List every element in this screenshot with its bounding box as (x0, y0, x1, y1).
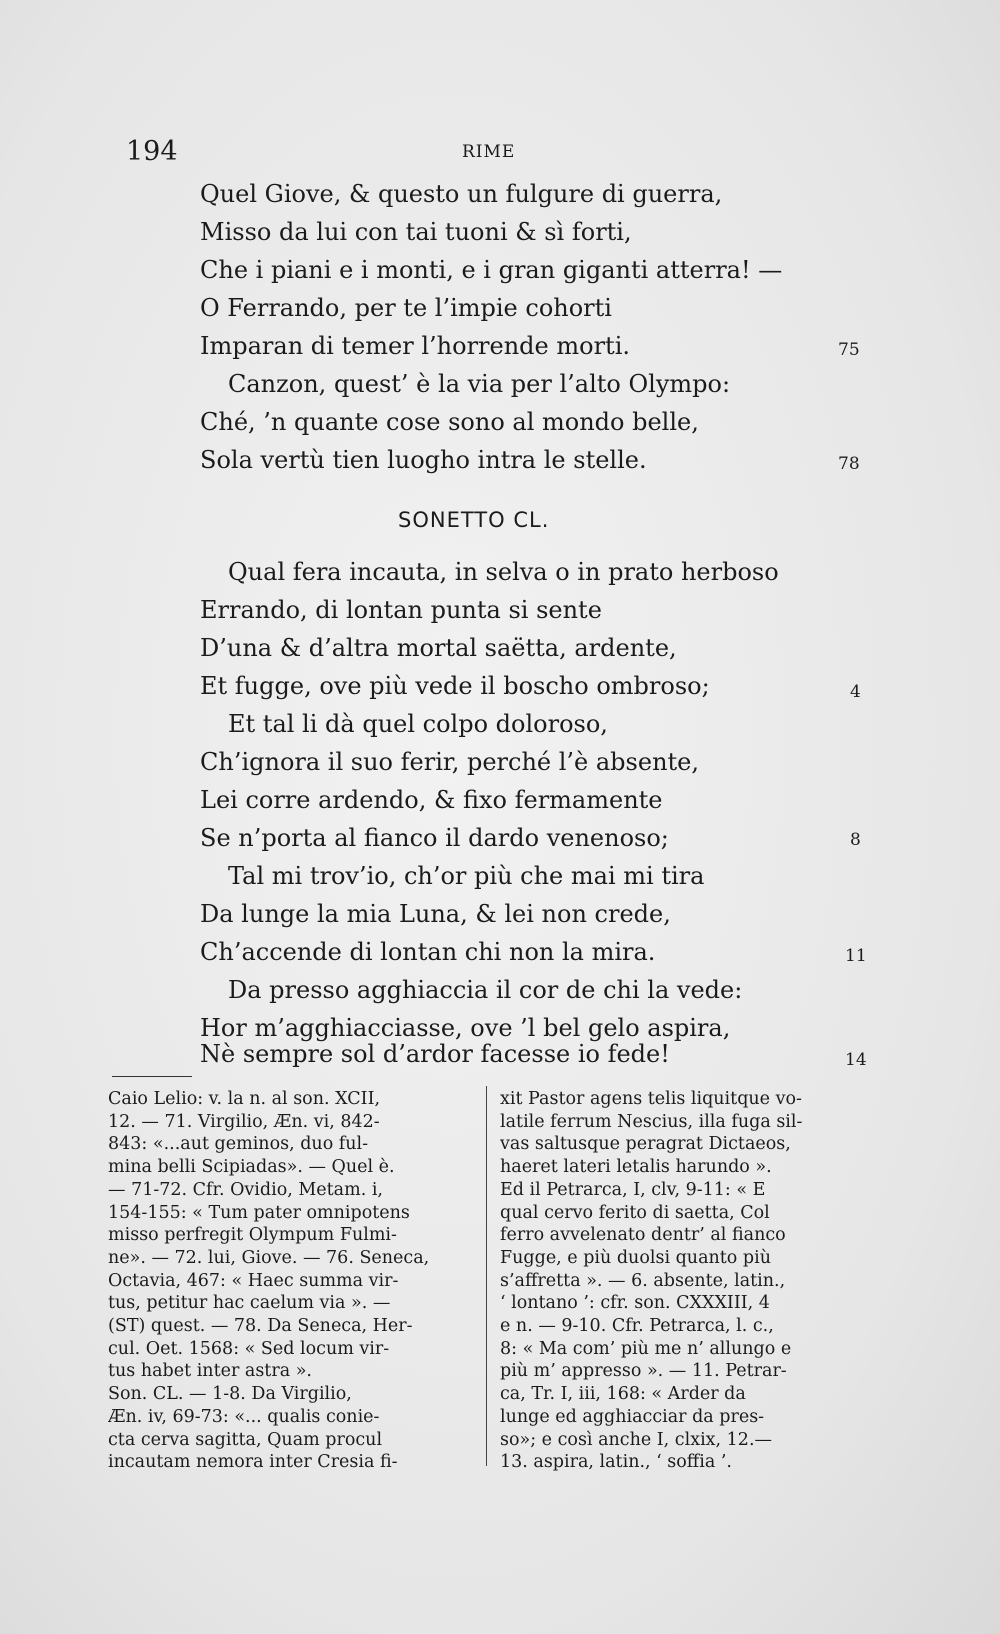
note-line: più m’ appresso ». — 11. Petrar- (500, 1361, 787, 1382)
note-line: cta cerva sagitta, Quam procul (108, 1429, 383, 1450)
verse-line: Ch’ignora il suo ferir, perché l’è absente, (200, 748, 699, 776)
note-line: (ST) quest. — 78. Da Seneca, Her- (108, 1316, 413, 1337)
verse-line: Qual fera incauta, in selva o in prato herboso (228, 558, 779, 586)
verse-line: Canzon, quest’ è la via per l’alto Olympo: (228, 370, 731, 398)
verse-line: Da lunge la mia Luna, & lei non crede, (200, 900, 671, 928)
note-line: Ed il Petrarca, I, clv, 9-11: « E (500, 1179, 766, 1200)
verse-line: Sola vertù tien luogho intra le stelle. (200, 446, 647, 474)
verse-line: O Ferrando, per te l’impie cohorti (200, 294, 612, 322)
note-line: ‘ lontano ’: cfr. son. CXXXIII, 4 (500, 1293, 770, 1314)
page-number: 194 (126, 136, 178, 167)
verse-line: Misso da lui con tai tuoni & sì forti, (200, 218, 632, 246)
note-line: xit Pastor agens telis liquitque vo- (500, 1089, 802, 1109)
note-line: ne». — 72. lui, Giove. — 76. Seneca, (108, 1247, 430, 1268)
note-line: 843: «...aut geminos, duo ful- (108, 1134, 369, 1155)
verse-line: Hor m’agghiacciasse, ove ’l bel gelo aspira, (200, 1014, 731, 1042)
line-number: 75 (838, 340, 860, 360)
footnote-rule (112, 1076, 192, 1077)
note-line: Caio Lelio: v. la n. al son. XCII, (108, 1089, 381, 1109)
column-divider (486, 1086, 487, 1466)
note-line: qual cervo ferito di saetta, Col (500, 1202, 770, 1223)
note-line: tus, petitur hac caelum via ». — (108, 1293, 391, 1314)
note-line: 154-155: « Tum pater omnipotens (108, 1202, 410, 1223)
note-line: 8: « Ma com’ più me n’ allungo e (500, 1338, 792, 1359)
page-header (126, 136, 866, 176)
line-number: 4 (850, 682, 861, 702)
running-head: RIME (462, 142, 516, 162)
note-line: Fugge, e più duolsi quanto più (500, 1247, 771, 1268)
note-line: vas saltusque peragrat Dictaeos, (500, 1134, 791, 1155)
verse-line: Et fugge, ove più vede il boscho ombroso; (200, 672, 710, 700)
note-line: Son. CL. — 1-8. Da Virgilio, (108, 1384, 352, 1405)
note-line: Octavia, 467: « Haec summa vir- (108, 1270, 399, 1291)
verse-line: Che i piani e i monti, e i gran giganti atterra! — (200, 256, 783, 284)
note-line: 12. — 71. Virgilio, Æn. vi, 842- (108, 1111, 380, 1132)
verse-line: Errando, di lontan punta si sente (200, 596, 602, 624)
verse-line: Imparan di temer l’horrende morti. (200, 332, 630, 360)
note-line: Æn. iv, 69-73: «... qualis conie- (108, 1406, 380, 1427)
notes-left-column (108, 1088, 472, 1474)
note-line: s’affretta ». — 6. absente, latin., (500, 1270, 786, 1291)
note-line: ferro avvelenato dentr’ al fianco (500, 1225, 786, 1246)
sonnet-title: SONETTO CL. (398, 508, 550, 532)
note-line: cul. Oet. 1568: « Sed locum vir- (108, 1338, 390, 1359)
note-line: so»; e così anche I, clxix, 12.— (500, 1429, 773, 1450)
line-number: 78 (838, 454, 860, 474)
note-line: — 71-72. Cfr. Ovidio, Metam. i, (108, 1179, 383, 1200)
note-line: ca, Tr. I, iii, 168: « Arder da (500, 1384, 746, 1405)
note-line: lunge ed agghiacciar da pres- (500, 1406, 765, 1427)
verse-line: Quel Giove, & questo un fulgure di guerra, (200, 180, 723, 208)
note-line: latile ferrum Nescius, illa fuga sil- (500, 1111, 803, 1132)
verse-line: Da presso agghiaccia il cor de chi la vede: (228, 976, 743, 1004)
note-line: misso perfregit Olympum Fulmi- (108, 1225, 397, 1246)
note-line: 13. aspira, latin., ‘ soffia ’. (500, 1452, 732, 1473)
verse-line: Lei corre ardendo, & fixo fermamente (200, 786, 663, 814)
line-number: 8 (850, 830, 861, 850)
note-line: incautam nemora inter Cresia fi- (108, 1452, 398, 1473)
line-number: 11 (845, 946, 867, 966)
verse-line: Se n’porta al fianco il dardo venenoso; (200, 824, 669, 852)
line-number: 14 (845, 1050, 867, 1070)
verse-line: Ché, ’n quante cose sono al mondo belle, (200, 408, 699, 436)
verse-line: Ch’accende di lontan chi non la mira. (200, 938, 656, 966)
notes-right-column (500, 1088, 876, 1474)
note-line: haeret lateri letalis harundo ». (500, 1157, 772, 1178)
verse-line: Tal mi trov’io, ch’or più che mai mi tira (228, 862, 705, 890)
note-line: e n. — 9-10. Cfr. Petrarca, l. c., (500, 1316, 774, 1337)
verse-line: Et tal li dà quel colpo doloroso, (228, 710, 608, 738)
verse-line: Nè sempre sol d’ardor facesse io fede! (200, 1040, 670, 1068)
verse-line: D’una & d’altra mortal saëtta, ardente, (200, 634, 677, 662)
note-line: tus habet inter astra ». (108, 1361, 312, 1382)
note-line: mina belli Scipiadas». — Quel è. (108, 1157, 395, 1178)
